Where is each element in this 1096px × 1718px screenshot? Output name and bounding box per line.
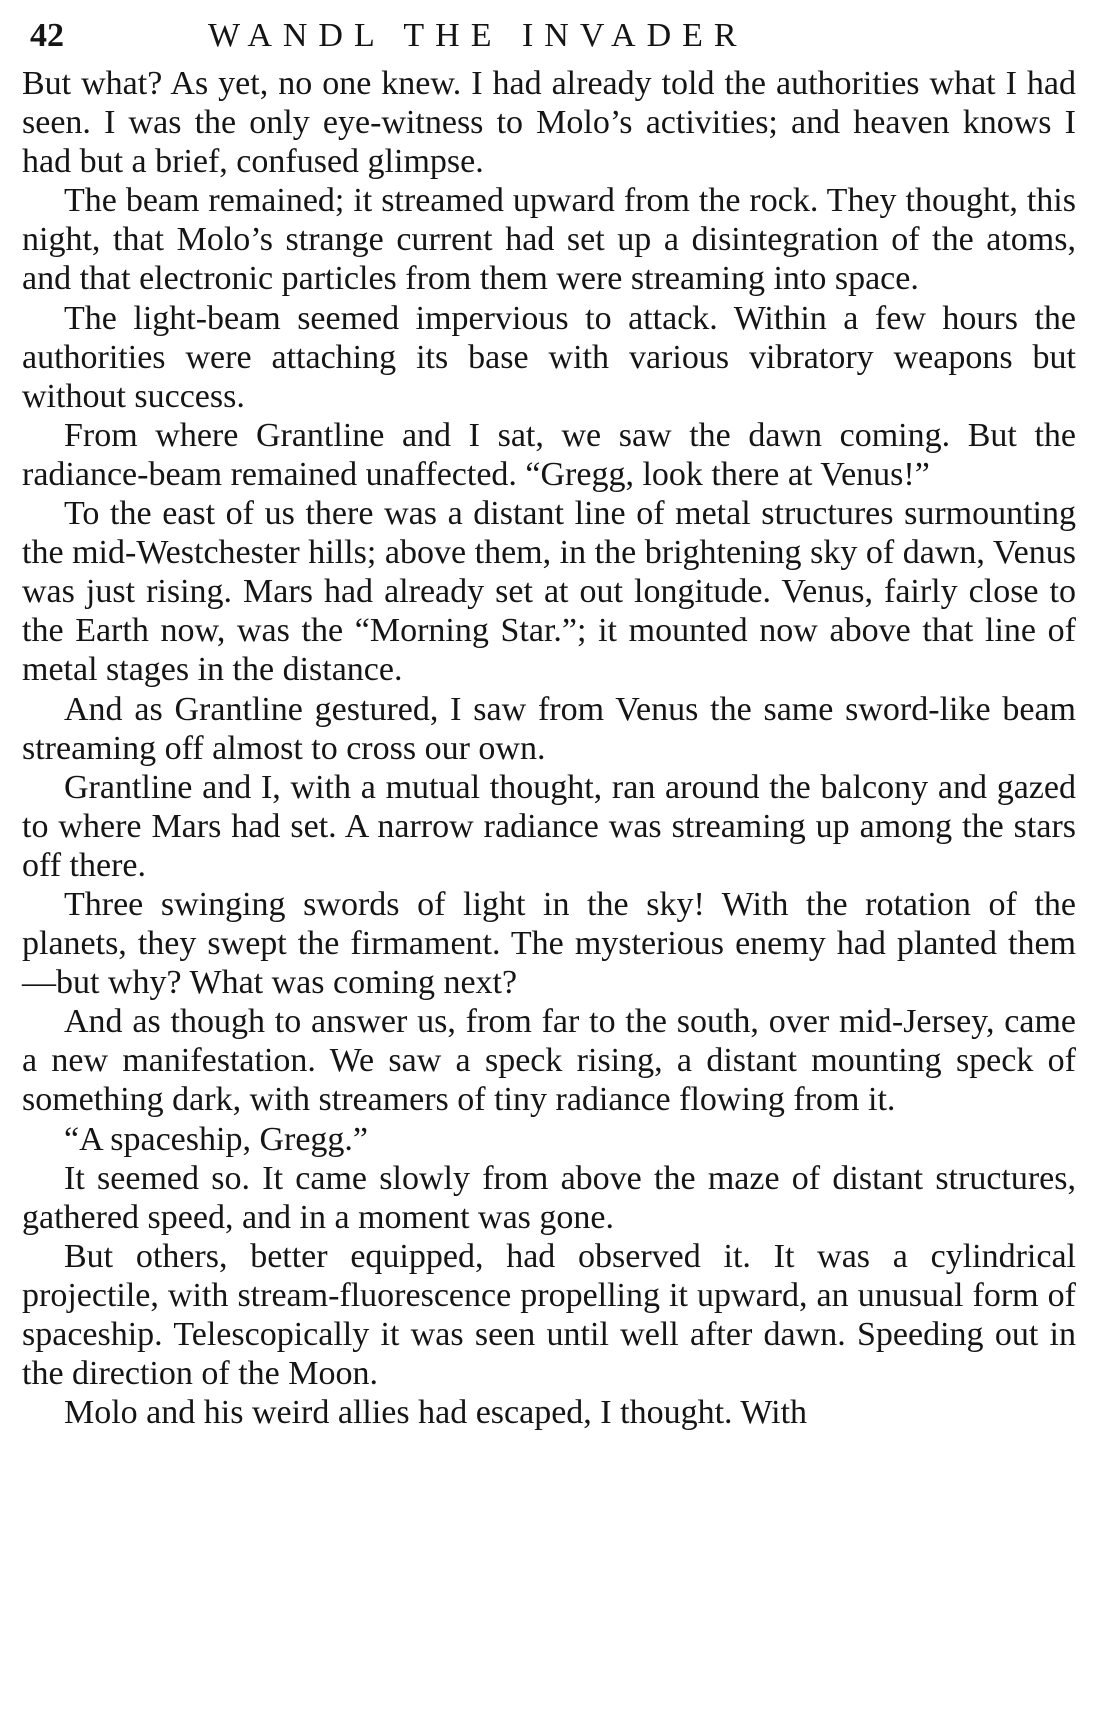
paragraph: “A spaceship, Gregg.” — [64, 1120, 369, 1158]
paragraph: But what? As yet, no one knew. I had already told the authorities what I had seen. I was the only eye-witness to Molo’s activities; and heaven knows I had but a brief, confused glimpse. — [22, 65, 1076, 181]
paragraph: The light-beam seemed impervious to attack. Within a few hours the authorities were attaching its base with various vibratory weapons but without success. — [22, 299, 1076, 415]
paragraph: The beam remained; it streamed upward from the rock. They thought, this night, that Molo’s strange current had set up a disintegration of the atoms, and that electronic particles from them were streaming into space. — [22, 182, 1076, 298]
paragraph: Molo and his weird allies had escaped, I thought. With — [64, 1394, 808, 1432]
paragraph: To the east of us there was a distant line of metal structures surmounting the mid-Westchester hills; above them, in the brightening sky of dawn, Venus was just rising. Mars had already set at out longitude. Venus, fairly close to the Earth now, was the “Morning Star.”; it mounted now above that line of metal stages in the distance. — [22, 495, 1076, 689]
paragraph: Grantline and I, with a mutual thought, ran around the balcony and gazed to where Mars had set. A narrow radiance was streaming up among the stars off there. — [22, 768, 1076, 884]
page-header — [22, 12, 1076, 60]
paragraph: And as Grantline gestured, I saw from Venus the same sword-like beam streaming off almost to cross our own. — [22, 690, 1076, 767]
paragraph: And as though to answer us, from far to the south, over mid-Jersey, came a new manifestation. We saw a speck rising, a distant mounting speck of something dark, with streamers of tiny radiance flowing from it. — [22, 1003, 1076, 1119]
paragraph: Three swinging swords of light in the sky! With the rotation of the planets, they swept the firmament. The mysterious enemy had planted them—but why? What was coming next? — [22, 885, 1076, 1002]
body-text — [22, 64, 1076, 1432]
running-title: WANDL THE INVADER — [208, 17, 748, 54]
paragraph: From where Grantline and I sat, we saw the dawn coming. But the radiance-beam remained unaffected. “Gregg, look there at Venus!” — [22, 416, 1076, 493]
paragraph: But others, better equipped, had observed it. It was a cylindrical projectile, with stream-fluorescence propelling it upward, an unusual form of spaceship. Telescopically it was seen until well after dawn. Speeding out in the direction of the Moon. — [22, 1237, 1076, 1393]
paragraph: It seemed so. It came slowly from above the maze of distant structures, gathered speed, and in a moment was gone. — [22, 1159, 1076, 1236]
page-number: 42 — [30, 17, 64, 54]
